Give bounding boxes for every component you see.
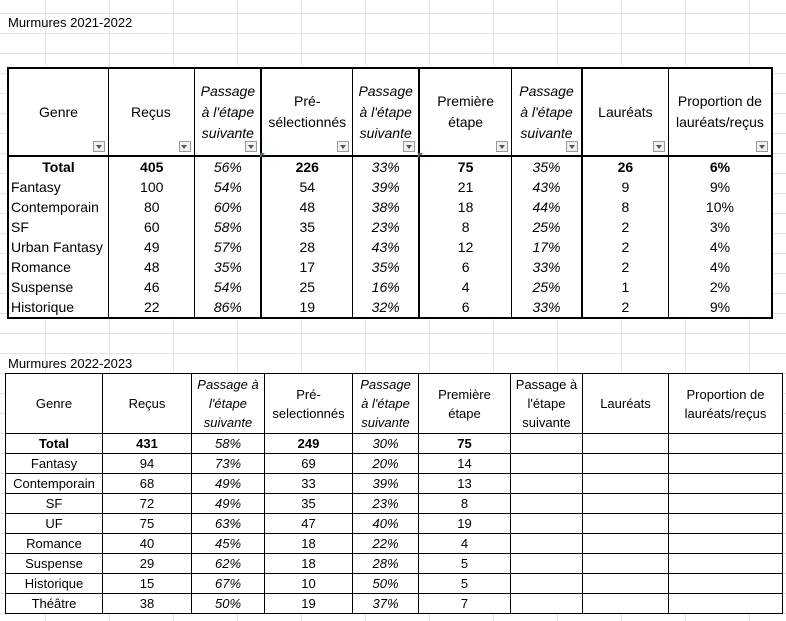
cell-premiere-etape[interactable]: 5 [419,554,511,574]
header-premiere-etape[interactable]: Première étape [419,374,511,434]
cell-genre[interactable]: Théâtre [6,594,103,614]
cell-proportion[interactable] [669,474,783,494]
cell-passage-1[interactable]: 57% [195,237,261,257]
cell-passage-2[interactable]: 39% [353,177,419,197]
cell-passage-2[interactable]: 38% [353,197,419,217]
header-laureats[interactable]: Lauréats [582,68,668,156]
cell-preselectionnes[interactable]: 10 [265,574,353,594]
filter-dropdown-icon[interactable] [496,141,508,152]
cell-proportion[interactable] [669,574,783,594]
cell-laureats[interactable]: 26 [582,156,668,177]
table-row [6,534,783,554]
cell-passage-3[interactable] [511,454,583,474]
table-row [6,594,783,614]
cell-recus[interactable]: 46 [109,277,195,297]
filter-dropdown-icon[interactable] [566,141,578,152]
cell-preselectionnes[interactable]: 28 [261,237,352,257]
header-passage-2[interactable]: Passage à l'étape suivante [353,68,419,156]
cell-recus[interactable]: 94 [103,454,192,474]
cell-premiere-etape[interactable]: 14 [419,454,511,474]
cell-recus[interactable]: 75 [103,514,192,534]
cell-passage-1[interactable]: 54% [195,277,261,297]
cell-premiere-etape[interactable]: 75 [419,156,511,177]
cell-passage-2[interactable]: 28% [353,554,419,574]
table-row [6,514,783,534]
cell-passage-1[interactable]: 50% [192,594,265,614]
cell-passage-1[interactable]: 60% [195,197,261,217]
header-passage-2[interactable]: Passage à l'étape suivante [353,374,419,434]
cell-passage-2[interactable]: 23% [353,217,419,237]
cell-passage-3[interactable] [511,474,583,494]
cell-proportion[interactable] [669,594,783,614]
cell-passage-2[interactable]: 23% [353,494,419,514]
cell-genre[interactable]: Contemporain [6,474,103,494]
table-row [8,197,772,217]
table-2022-2023 [5,373,783,614]
cell-passage-1[interactable]: 49% [192,474,265,494]
table-row [6,474,783,494]
cell-passage-3[interactable]: 25% [512,277,582,297]
cell-laureats[interactable]: 2 [582,297,668,318]
cell-premiere-etape[interactable]: 8 [419,494,511,514]
cell-passage-3[interactable]: 35% [512,156,582,177]
table-row [8,177,772,197]
cell-laureats[interactable] [583,434,669,454]
table1-title: Murmures 2021-2022 [8,15,133,30]
cell-passage-2[interactable]: 40% [353,514,419,534]
table2-title: Murmures 2022-2023 [8,356,133,371]
cell-passage-1[interactable]: 63% [192,514,265,534]
cell-genre[interactable]: SF [6,494,103,514]
cell-passage-3[interactable]: 25% [512,217,582,237]
error-indicator-icon [260,153,265,158]
cell-laureats[interactable] [583,534,669,554]
cell-preselectionnes[interactable]: 19 [265,594,353,614]
cell-preselectionnes[interactable]: 35 [261,217,352,237]
cell-premiere-etape[interactable]: 6 [419,257,511,277]
cell-laureats[interactable]: 2 [582,237,668,257]
header-passage-3[interactable]: Passage à l'étape suivante [512,68,582,156]
table-2021-2022 [7,67,773,319]
cell-passage-3[interactable] [511,574,583,594]
cell-recus[interactable]: 405 [109,156,195,177]
cell-genre[interactable]: Suspense [8,277,109,297]
cell-preselectionnes[interactable]: 18 [265,554,353,574]
table1-header-row [8,68,772,156]
cell-premiere-etape[interactable]: 7 [419,594,511,614]
cell-passage-1[interactable]: 86% [195,297,261,318]
cell-recus[interactable]: 60 [109,217,195,237]
cell-passage-3[interactable] [511,554,583,574]
cell-recus[interactable]: 68 [103,474,192,494]
cell-passage-2[interactable]: 16% [353,277,419,297]
cell-passage-3[interactable] [511,434,583,454]
cell-proportion[interactable] [669,534,783,554]
cell-proportion[interactable]: 9% [668,297,772,318]
cell-passage-1[interactable]: 62% [192,554,265,574]
header-passage-1[interactable]: Passage à l'étape suivante [192,374,265,434]
cell-premiere-etape[interactable]: 6 [419,297,511,318]
cell-passage-1[interactable]: 73% [192,454,265,474]
header-recus[interactable]: Reçus [109,68,195,156]
cell-laureats[interactable] [583,594,669,614]
cell-preselectionnes[interactable]: 47 [265,514,353,534]
cell-passage-2[interactable]: 33% [353,156,419,177]
table-row [8,297,772,318]
cell-preselectionnes[interactable]: 17 [261,257,352,277]
cell-recus[interactable]: 431 [103,434,192,454]
cell-passage-3[interactable]: 43% [512,177,582,197]
table-row [8,237,772,257]
cell-recus[interactable]: 49 [109,237,195,257]
cell-laureats[interactable] [583,574,669,594]
cell-laureats[interactable]: 8 [582,197,668,217]
cell-genre[interactable]: UF [6,514,103,534]
cell-laureats[interactable]: 2 [582,257,668,277]
cell-passage-1[interactable]: 54% [195,177,261,197]
filter-dropdown-icon[interactable] [337,141,349,152]
filter-dropdown-icon[interactable] [653,141,665,152]
cell-genre[interactable]: Urban Fantasy [8,237,109,257]
header-passage-1[interactable]: Passage à l'étape suivante [195,68,261,156]
cell-passage-3[interactable] [511,514,583,534]
cell-premiere-etape[interactable]: 12 [419,237,511,257]
cell-genre[interactable]: Romance [6,534,103,554]
cell-proportion[interactable]: 10% [668,197,772,217]
filter-dropdown-icon[interactable] [245,141,257,152]
cell-laureats[interactable] [583,454,669,474]
header-proportion[interactable]: Proportion de lauréats/reçus [668,68,772,156]
cell-preselectionnes[interactable]: 35 [265,494,353,514]
cell-proportion[interactable] [669,454,783,474]
cell-premiere-etape[interactable]: 75 [419,434,511,454]
cell-recus[interactable]: 22 [109,297,195,318]
table-row [8,257,772,277]
cell-recus[interactable]: 80 [109,197,195,217]
cell-genre[interactable]: Historique [6,574,103,594]
table-row [8,217,772,237]
cell-laureats[interactable] [583,514,669,534]
cell-passage-3[interactable] [511,534,583,554]
cell-preselectionnes[interactable]: 19 [261,297,352,318]
cell-preselectionnes[interactable]: 33 [265,474,353,494]
cell-recus[interactable]: 29 [103,554,192,574]
total-row [8,156,772,177]
total-row [6,434,783,454]
cell-passage-3[interactable] [511,594,583,614]
cell-genre[interactable]: Historique [8,297,109,318]
cell-preselectionnes[interactable]: 54 [261,177,352,197]
cell-recus[interactable]: 72 [103,494,192,514]
filter-dropdown-icon[interactable] [403,141,415,152]
cell-passage-2[interactable]: 30% [353,434,419,454]
cell-recus[interactable]: 15 [103,574,192,594]
table-row [6,454,783,474]
header-laureats[interactable]: Lauréats [583,374,669,434]
cell-passage-2[interactable]: 22% [353,534,419,554]
cell-proportion[interactable]: 9% [668,177,772,197]
cell-laureats[interactable]: 2 [582,217,668,237]
cell-premiere-etape[interactable]: 18 [419,197,511,217]
cell-passage-1[interactable]: 35% [195,257,261,277]
cell-passage-2[interactable]: 37% [353,594,419,614]
cell-passage-3[interactable]: 17% [512,237,582,257]
filter-dropdown-icon[interactable] [756,141,768,152]
cell-laureats[interactable]: 9 [582,177,668,197]
cell-laureats[interactable]: 1 [582,277,668,297]
header-recus[interactable]: Reçus [103,374,192,434]
cell-premiere-etape[interactable]: 4 [419,277,511,297]
cell-preselectionnes[interactable]: 18 [265,534,353,554]
cell-passage-1[interactable]: 49% [192,494,265,514]
cell-proportion[interactable]: 2% [668,277,772,297]
cell-proportion[interactable] [669,434,783,454]
sort-filter-icon[interactable] [179,141,191,152]
cell-preselectionnes[interactable]: 69 [265,454,353,474]
cell-passage-1[interactable]: 67% [192,574,265,594]
table2-header-row [6,374,783,434]
cell-recus[interactable]: 38 [103,594,192,614]
header-preselectionnes[interactable]: Pré-sélectionnés [261,68,352,156]
cell-proportion[interactable]: 4% [668,237,772,257]
cell-premiere-etape[interactable]: 13 [419,474,511,494]
cell-genre[interactable]: SF [8,217,109,237]
cell-genre[interactable]: Romance [8,257,109,277]
cell-passage-3[interactable] [511,494,583,514]
cell-passage-2[interactable]: 32% [353,297,419,318]
filter-dropdown-icon[interactable] [93,141,105,152]
cell-genre[interactable]: Fantasy [8,177,109,197]
cell-passage-3[interactable]: 44% [512,197,582,217]
error-indicator-icon [418,153,423,158]
header-genre[interactable]: Genre [6,374,103,434]
cell-proportion[interactable] [669,514,783,534]
cell-premiere-etape[interactable]: 19 [419,514,511,534]
header-genre[interactable]: Genre [8,68,109,156]
cell-proportion[interactable] [669,494,783,514]
table-row [6,574,783,594]
cell-laureats[interactable] [583,554,669,574]
table-row [6,554,783,574]
cell-premiere-etape[interactable]: 21 [419,177,511,197]
cell-passage-1[interactable]: 58% [192,434,265,454]
header-proportion[interactable]: Proportion de lauréats/reçus [669,374,783,434]
cell-recus[interactable]: 40 [103,534,192,554]
table-row [8,277,772,297]
cell-passage-1[interactable]: 58% [195,217,261,237]
cell-passage-1[interactable]: 56% [195,156,261,177]
header-passage-3[interactable]: Passage à l'étape suivante [511,374,583,434]
table-row [6,494,783,514]
cell-premiere-etape[interactable]: 4 [419,534,511,554]
cell-genre[interactable]: Contemporain [8,197,109,217]
cell-preselectionnes[interactable]: 226 [261,156,352,177]
cell-passage-1[interactable]: 45% [192,534,265,554]
cell-passage-2[interactable]: 39% [353,474,419,494]
cell-passage-3[interactable]: 33% [512,297,582,318]
cell-preselectionnes[interactable]: 48 [261,197,352,217]
cell-proportion[interactable]: 3% [668,217,772,237]
cell-passage-2[interactable]: 35% [353,257,419,277]
cell-passage-2[interactable]: 20% [353,454,419,474]
cell-recus[interactable]: 48 [109,257,195,277]
cell-genre[interactable]: Fantasy [6,454,103,474]
cell-passage-2[interactable]: 43% [353,237,419,257]
cell-laureats[interactable] [583,494,669,514]
cell-genre[interactable]: Total [8,156,109,177]
cell-proportion[interactable]: 6% [668,156,772,177]
cell-preselectionnes[interactable]: 249 [265,434,353,454]
header-premiere-etape[interactable]: Première étape [419,68,511,156]
cell-genre[interactable]: Suspense [6,554,103,574]
cell-passage-3[interactable]: 33% [512,257,582,277]
cell-preselectionnes[interactable]: 25 [261,277,352,297]
cell-proportion[interactable] [669,554,783,574]
cell-laureats[interactable] [583,474,669,494]
cell-premiere-etape[interactable]: 8 [419,217,511,237]
header-preselectionnes[interactable]: Pré-selectionnés [265,374,353,434]
cell-premiere-etape[interactable]: 5 [419,574,511,594]
cell-genre[interactable]: Total [6,434,103,454]
cell-recus[interactable]: 100 [109,177,195,197]
cell-passage-2[interactable]: 50% [353,574,419,594]
cell-proportion[interactable]: 4% [668,257,772,277]
